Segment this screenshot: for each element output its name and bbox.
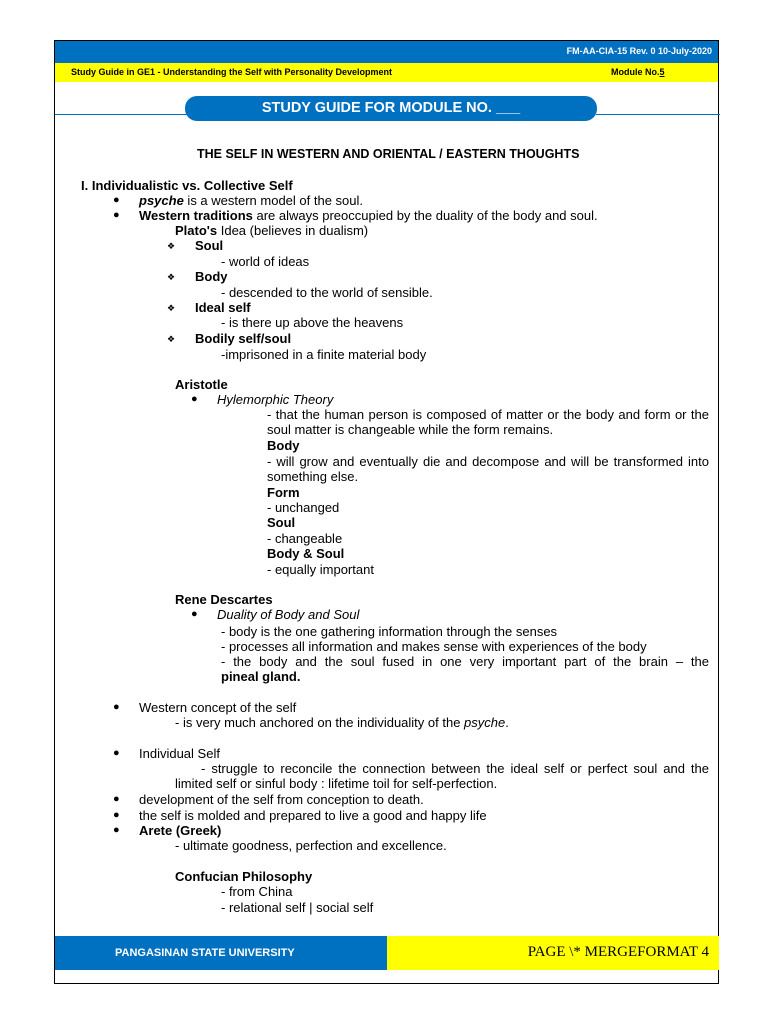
bullet-icon: ● (113, 793, 120, 805)
diamond-bullet-icon: ❖ (167, 241, 176, 251)
descartes-point: - the body and the soul fused in one very important part of the brain – the (221, 654, 709, 669)
list-item: the self is molded and prepared to live a good and happy life (139, 808, 487, 823)
banner-rule-right (596, 114, 720, 115)
bullet-icon: ● (113, 747, 120, 759)
list-item: Individual Self (139, 746, 220, 761)
bullet-icon: ● (113, 824, 120, 836)
descartes-point: - body is the one gathering information through the senses (221, 624, 558, 639)
term-body-soul: Body & Soul (267, 546, 345, 561)
page-title: THE SELF IN WESTERN AND ORIENTAL / EASTERN THOUGHTS (197, 147, 580, 161)
module-number: Module No.5 (611, 67, 665, 77)
descartes-heading: Rene Descartes (175, 592, 273, 607)
banner-rule-left (55, 114, 187, 115)
term-desc: - descended to the world of sensible. (221, 285, 433, 300)
footer-page-bar (387, 936, 719, 970)
bullet-icon: ● (113, 809, 120, 821)
study-guide-title: Study Guide in GE1 - Understanding the Self with Personality Development (71, 67, 393, 77)
bullet-icon: ● (191, 393, 198, 405)
term-desc: -imprisoned in a finite material body (221, 347, 427, 362)
term-desc: - relational self | social self (221, 900, 374, 915)
paragraph: - struggle to reconcile the connection between the ideal self or perfect soul and the limited self or sinful body : lifetime toil for self-perfection. (175, 761, 709, 791)
paragraph: - that the human person is composed of matter or the body and form or the soul matter is changeable while the form remains. (267, 407, 709, 437)
bullet-icon: ● (113, 209, 120, 221)
list-item: development of the self from conception to death. (139, 792, 424, 807)
term-soul: Soul (195, 238, 224, 253)
footer-university-bar (55, 936, 387, 970)
section-heading: I. Individualistic vs. Collective Self (81, 178, 293, 193)
term-desc: - is there up above the heavens (221, 315, 404, 330)
term-desc: - unchanged (267, 500, 340, 515)
term-desc: - ultimate goodness, perfection and excellence. (175, 838, 447, 853)
document-page (54, 40, 719, 984)
term-soul: Soul (267, 515, 296, 530)
plato-heading: Plato's Idea (believes in dualism) (175, 223, 369, 238)
module-banner: STUDY GUIDE FOR MODULE NO. ___ (185, 96, 597, 121)
page-number: PAGE \* MERGEFORMAT 4 (527, 944, 709, 960)
duality-heading: Duality of Body and Soul (217, 607, 360, 622)
diamond-bullet-icon: ❖ (167, 334, 176, 344)
diamond-bullet-icon: ❖ (167, 303, 176, 313)
diamond-bullet-icon: ❖ (167, 272, 176, 282)
header-bar (55, 41, 718, 63)
aristotle-heading: Aristotle (175, 377, 228, 392)
term-desc: - is very much anchored on the individuality of the psyche. (175, 715, 509, 730)
bullet-icon: ● (191, 608, 198, 620)
term-body: Body (267, 438, 300, 453)
term-desc: - equally important (267, 562, 374, 577)
confucian-heading: Confucian Philosophy (175, 869, 313, 884)
list-item: Western traditions are always preoccupied by the duality of the body and soul. (139, 208, 598, 223)
header-subtitle-bar (55, 63, 718, 82)
document-code: FM-AA-CIA-15 Rev. 0 10-July-2020 (566, 46, 712, 56)
paragraph: - will grow and eventually die and decompose and will be transformed into something else. (267, 454, 709, 484)
bullet-icon: ● (113, 701, 120, 713)
bullet-icon: ● (113, 194, 120, 206)
term-desc: - from China (221, 884, 293, 899)
term-bodily-self: Bodily self/soul (195, 331, 292, 346)
list-item: psyche is a western model of the soul. (139, 193, 364, 208)
term-desc: - world of ideas (221, 254, 310, 269)
list-item: Western concept of the self (139, 700, 297, 715)
term-form: Form (267, 485, 300, 500)
descartes-point: - processes all information and makes sense with experiences of the body (221, 639, 647, 654)
list-item: Arete (Greek) (139, 823, 222, 838)
term-body: Body (195, 269, 228, 284)
term-desc: - changeable (267, 531, 343, 546)
term-ideal-self: Ideal self (195, 300, 251, 315)
hylemorphic-theory: Hylemorphic Theory (217, 392, 334, 407)
pineal-gland: pineal gland. (221, 669, 301, 684)
university-name: PANGASINAN STATE UNIVERSITY (115, 947, 295, 959)
